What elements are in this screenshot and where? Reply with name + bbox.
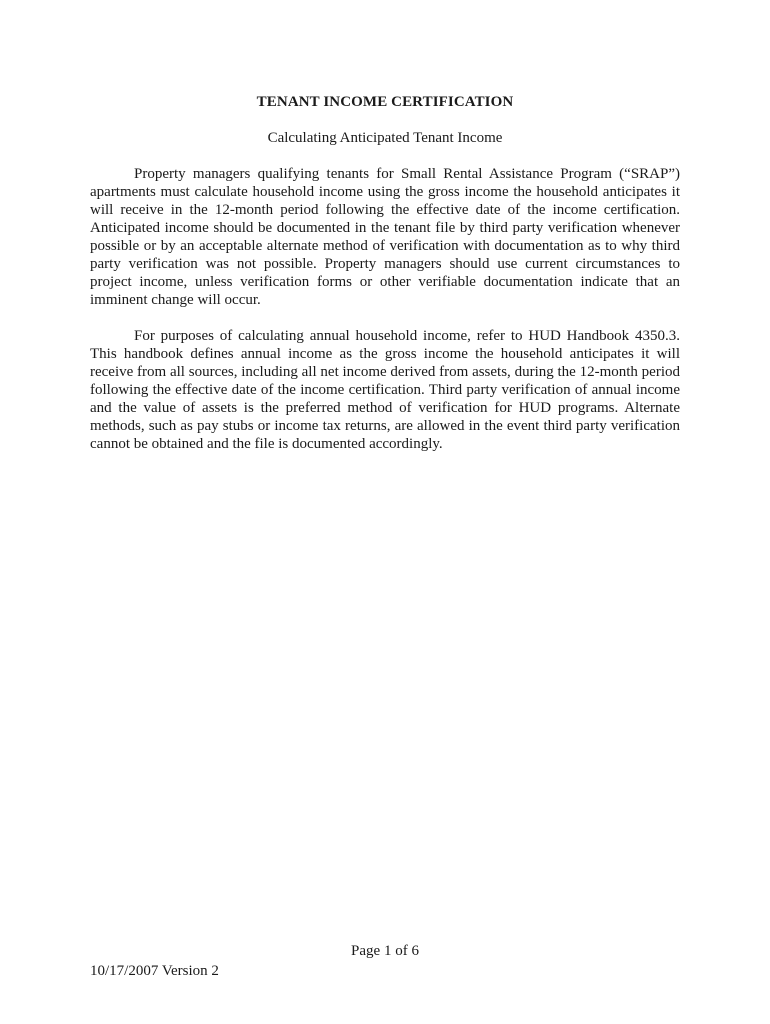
footer-version-date: 10/17/2007 Version 2 xyxy=(90,963,219,979)
page-number: Page 1 of 6 xyxy=(351,943,419,959)
document-title: TENANT INCOME CERTIFICATION xyxy=(256,94,514,110)
document-subtitle: Calculating Anticipated Tenant Income xyxy=(267,130,503,146)
body-paragraph: For purposes of calculating annual household income, refer to HUD Handbook 4350.3. This handbook defines annual income as the gross income the household anticipates it will receive from all sources, including all net income derived from assets, during the 12-month period following the effective date of the income certification. Third party verification of annual income and the value of assets is the preferred method of verification for HUD programs. Alternate methods, such as pay stubs or income tax returns, are allowed in the event third party verification cannot be obtained and the file is documented accordingly. xyxy=(90,328,680,452)
body-paragraph: Property managers qualifying tenants for Small Rental Assistance Program (“SRAP”) apartments must calculate household income using the gross income the household anticipates it will receive in the 12-month period following the effective date of the income certification. Anticipated income should be documented in the tenant file by third party verification whenever possible or by an acceptable alternate method of verification with documentation as to why third party verification was not possible. Property managers should use current circumstances to project income, unless verification forms or other verifiable documentation indicate that an imminent change will occur. xyxy=(90,166,680,308)
